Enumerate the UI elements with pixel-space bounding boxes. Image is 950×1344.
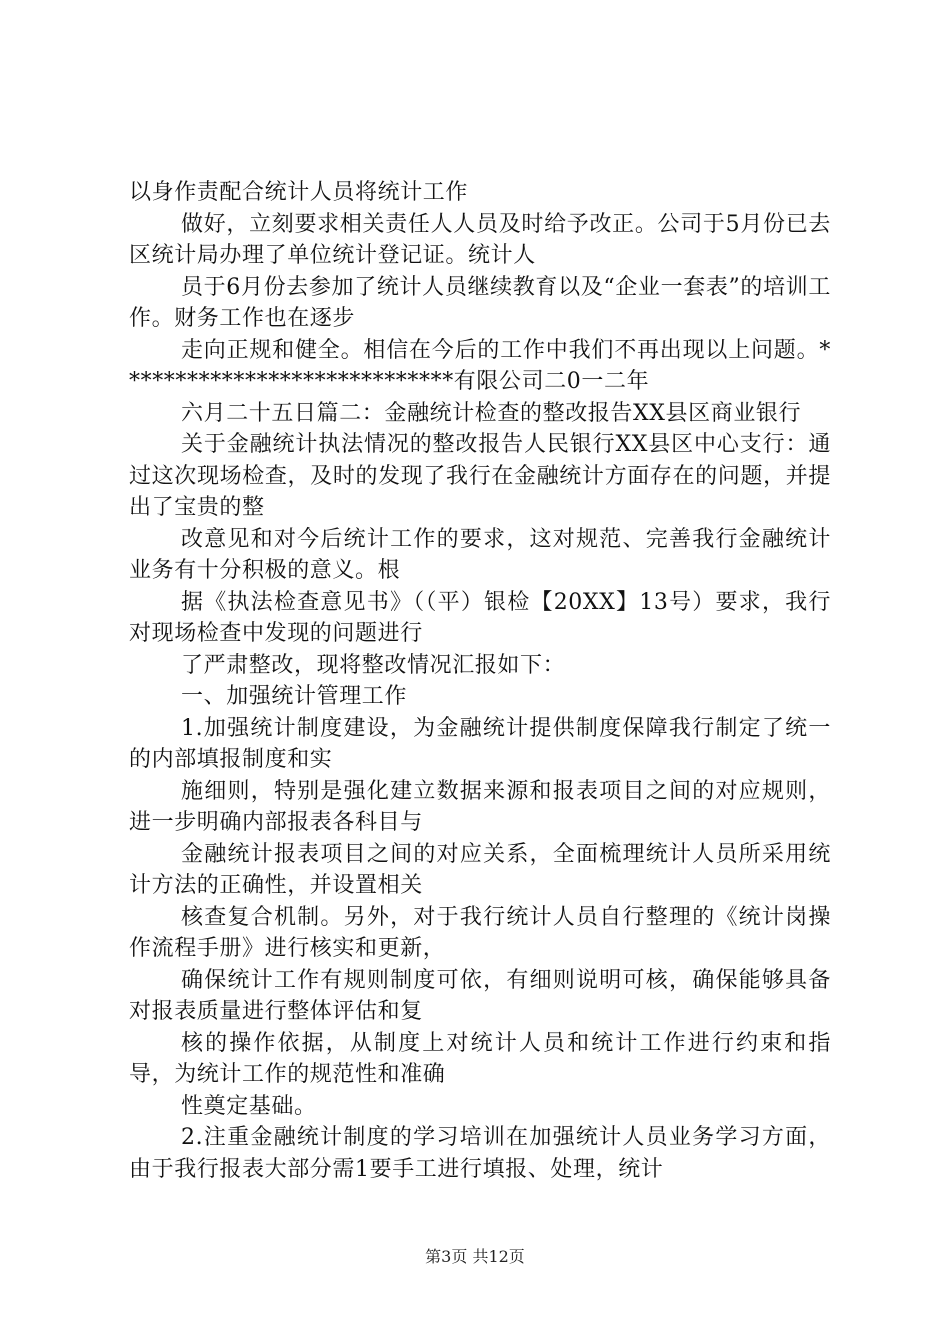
paragraph-13: 金融统计报表项目之间的对应关系，全面梳理统计人员所采用统计方法的正确性，并设置相关 [129, 841, 831, 898]
document-body [129, 177, 831, 1185]
paragraph-3: 员于6月份去参加了统计人员继续教育以及“企业一套表”的培训工作。财务工作也在逐步 [129, 274, 831, 331]
paragraph-2: 做好，立刻要求相关责任人人员及时给予改正。公司于5月份已去区统计局办理了单位统计登记证。统计人 [129, 211, 831, 268]
paragraph-15: 确保统计工作有规则制度可依，有细则说明可核，确保能够具备对报表质量进行整体评估和复 [129, 967, 831, 1024]
paragraph-12: 施细则，特别是强化建立数据来源和报表项目之间的对应规则，进一步明确内部报表各科目与 [129, 778, 831, 835]
paragraph-1: 以身作责配合统计人员将统计工作 [129, 180, 469, 205]
paragraph-16: 核的操作依据，从制度上对统计人员和统计工作进行约束和指导，为统计工作的规范性和准确 [129, 1030, 831, 1087]
paragraph-8: 据《执法检查意见书》（（平）银检【20XX】13号）要求，我行对现场检查中发现的问题进行 [129, 589, 831, 646]
paragraph-14: 核查复合机制。另外，对于我行统计人员自行整理的《统计岗操作流程手册》进行核实和更新， [129, 904, 831, 961]
paragraph-7: 改意见和对今后统计工作的要求，这对规范、完善我行金融统计业务有十分积极的意义。根 [129, 526, 831, 583]
paragraph-11: 1.加强统计制度建设，为金融统计提供制度保障我行制定了统一的内部填报制度和实 [129, 715, 831, 772]
paragraph-9: 了严肃整改，现将整改情况汇报如下： [181, 652, 566, 678]
paragraph-17: 性奠定基础。 [181, 1093, 317, 1119]
paragraph-6: 关于金融统计执法情况的整改报告人民银行XX县区中心支行：通过这次现场检查，及时的发现了我行在金融统计方面存在的问题，并提出了宝贵的整 [129, 432, 831, 520]
paragraph-5: 六月二十五日篇二：金融统计检查的整改报告XX县区商业银行 [181, 400, 802, 426]
paragraph-18: 2.注重金融统计制度的学习培训在加强统计人员业务学习方面，由于我行报表大部分需1要手工进行填报、处理，统计 [129, 1125, 831, 1182]
page-number-footer: 第3页 共12页 [425, 1247, 525, 1266]
paragraph-4: 走向正规和健全。相信在今后的工作中我们不再出现以上问题。*****************************有限公司二0一二年 [129, 337, 831, 394]
section-heading: 一、加强统计管理工作 [181, 684, 408, 709]
